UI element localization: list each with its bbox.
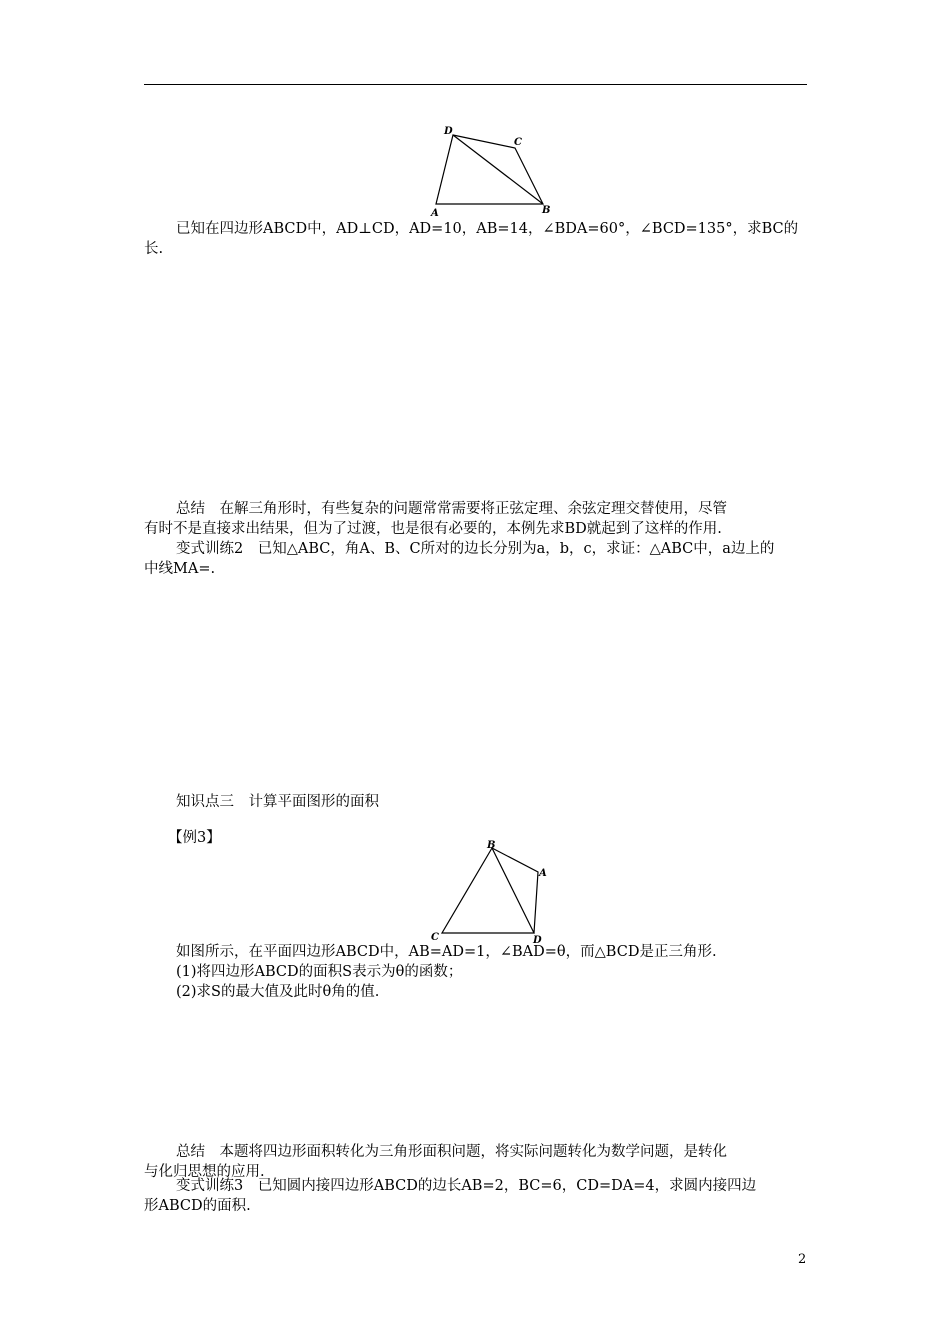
page-number: 2 [798, 1252, 807, 1267]
label-b: B [542, 205, 551, 216]
problem-3 [144, 942, 807, 1002]
label-a: A [431, 208, 439, 219]
summary-3-line-2: 与化归思想的应用. [144, 1164, 265, 1180]
header-rule [144, 84, 807, 85]
figure-quadrilateral-2-svg [425, 836, 565, 946]
problem-3-line-1: 如图所示，在平面四边形ABCD中，AB=AD=1，∠BAD=θ，而△BCD是正三角形. [176, 944, 717, 960]
exercise-3 [144, 1176, 807, 1216]
problem-1 [144, 219, 807, 259]
figure-quadrilateral-1-svg [420, 118, 560, 222]
label-d: D [444, 126, 453, 137]
section-3-title: 知识点三 计算平面图形的面积 [176, 794, 379, 810]
problem-1-line-2: 长. [144, 241, 164, 257]
exercise-2-line-2: 中线MA=. [144, 561, 216, 577]
label-b2: B [487, 840, 496, 851]
label-a2: A [539, 868, 547, 879]
summary-1-line-2: 有时不是直接求出结果，但为了过渡，也是很有必要的，本例先求BD就起到了这样的作用. [144, 521, 722, 537]
exercise-3-line-1: 变式训练3 已知圆内接四边形ABCD的边长AB=2，BC=6，CD=DA=4，求圆内接四边 [176, 1178, 757, 1194]
summary-1-line-1: 总结 在解三角形时，有些复杂的问题常常需要将正弦定理、余弦定理交替使用，尽管 [176, 501, 727, 517]
example-3-label: 【例3】 [168, 830, 221, 846]
summary-3-line-1: 总结 本题将四边形面积转化为三角形面积问题，将实际问题转化为数学问题，是转化 [176, 1144, 727, 1160]
summary-1 [144, 499, 807, 539]
problem-3-line-2: (1)将四边形ABCD的面积S表示为θ的函数； [176, 964, 463, 980]
figure-quadrilateral-1 [420, 118, 560, 222]
label-c2: C [431, 932, 439, 943]
exercise-3-line-2: 形ABCD的面积. [144, 1198, 251, 1214]
label-d2: D [533, 935, 542, 946]
figure-quadrilateral-2 [425, 836, 565, 946]
label-c: C [514, 137, 522, 148]
problem-1-line-1: 已知在四边形ABCD中，AD⊥CD，AD=10，AB=14，∠BDA=60°，∠BCD=135°，求BC的 [176, 221, 799, 237]
exercise-2-line-1: 变式训练2 已知△ABC，角A、B、C所对的边长分别为a，b，c，求证：△ABC中，a边上的 [176, 541, 775, 557]
problem-3-line-3: (2)求S的最大值及此时θ角的值. [176, 984, 380, 1000]
exercise-2 [144, 539, 807, 579]
